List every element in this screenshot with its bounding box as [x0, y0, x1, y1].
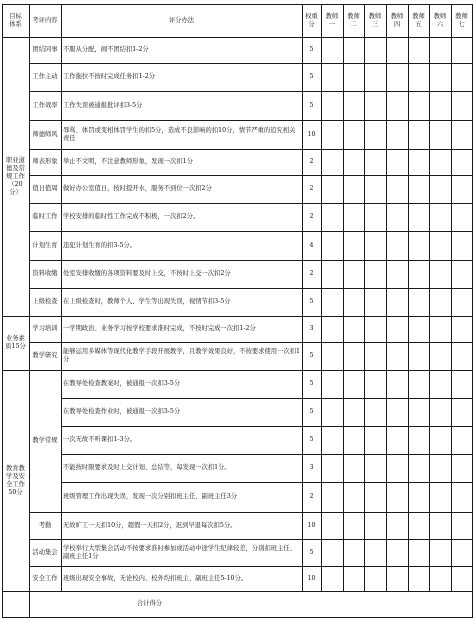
header-system-line: 目标	[9, 12, 22, 20]
header-teacher	[429, 4, 451, 37]
row-weight: 10	[307, 130, 316, 138]
header-teacher	[364, 4, 386, 37]
row-item: 计划生育	[32, 241, 58, 249]
row-method: 不能按时限要求及时上交计划、总结等，每发现一次扣1分。	[63, 464, 231, 471]
row-item: 考勤	[38, 521, 52, 529]
evaluation-table	[2, 4, 473, 618]
row-weight: 5	[309, 298, 314, 305]
row-weight: 5	[309, 352, 314, 359]
group-name-line: 业务素	[6, 335, 25, 342]
row-method: 一学期政治、业务学习按学校要求准时完成，不按时完成一次扣1-2分	[63, 325, 256, 332]
row-item: 活动集会	[32, 548, 58, 556]
group-name	[2, 316, 29, 370]
row-weight: 5	[309, 408, 314, 415]
header-teacher-line: 教师	[347, 12, 360, 20]
group-name-line: （20	[8, 180, 23, 188]
row-item: 师德师风	[32, 130, 58, 138]
header-teacher-line: 教师	[412, 12, 425, 20]
column-line	[61, 4, 62, 591]
row-method: 辱骂、体罚或变相体罚学生的扣5分，造成不良影响的扣10分，情节严重的追究相关责任	[63, 126, 296, 142]
row-weight: 5	[309, 101, 314, 109]
group-name	[2, 37, 29, 316]
row-weight: 2	[309, 493, 314, 500]
row-weight: 5	[309, 548, 314, 556]
header-system	[2, 4, 29, 37]
row-method: 无故旷工一天扣10分，超假一天扣2分，迟到早退每次扣5分。	[63, 521, 237, 529]
row-weight: 3	[309, 325, 314, 332]
row-method: 在教导处检查作业时，被通报一次扣3-5分	[63, 408, 181, 415]
row-method: 工作拖拉不按时完成任务扣1-2分	[63, 73, 155, 80]
row-method: 工作失误被通报批评扣3-5分	[63, 101, 143, 109]
row-weight: 5	[309, 46, 314, 53]
group-name-line: 教育教	[6, 464, 25, 472]
column-line	[408, 4, 409, 591]
row-weight: 3	[309, 464, 314, 471]
header-method: 评分办法	[168, 16, 195, 24]
row-weight: 10	[307, 521, 316, 529]
row-weight: 4	[309, 241, 314, 249]
header-teacher-line: 六	[436, 20, 444, 28]
header-teacher-line: 四	[393, 20, 401, 28]
row-method: 一次无故不听课扣1-3分。	[63, 436, 137, 443]
row-item: 上级检查	[32, 298, 58, 305]
row-weight: 2	[309, 158, 314, 165]
group-name-line: 职业道	[6, 156, 25, 164]
header-teacher-line: 一	[328, 20, 336, 28]
row-method: 班级管理工作出现失误，发现一次分别扣班主任、副班主任3分	[63, 493, 238, 500]
row-method: 班级出现安全事故，无论校内、校外均扣班主、副班主任5-10分。	[63, 574, 248, 582]
group-name-line: 分）	[9, 188, 22, 196]
row-item: 资料收缴	[32, 270, 58, 277]
column-line	[364, 4, 365, 591]
header-teacher-line: 教师	[325, 12, 339, 20]
header-teacher	[321, 4, 343, 37]
header-teacher-line: 五	[415, 20, 422, 28]
row-item: 教学常规	[32, 437, 58, 444]
column-line	[343, 4, 344, 591]
header-teacher-line: 教师	[368, 12, 382, 20]
header-content: 考评内容	[32, 16, 58, 24]
column-line	[321, 4, 322, 591]
header-system-line: 体系	[9, 20, 22, 28]
group-name-line: 规工作	[6, 172, 25, 180]
column-line	[451, 4, 452, 591]
group-name-line: 质15分	[5, 343, 26, 350]
group-name	[2, 370, 29, 591]
row-item: 值日值周	[32, 185, 58, 192]
row-item: 工作效率	[32, 101, 58, 109]
row-method: 在教导处检查教案时，被通报一次扣3-5分	[63, 380, 181, 387]
row-weight: 5	[309, 436, 314, 443]
header-teacher-line: 二	[350, 20, 357, 28]
row-method: 违犯计划生育的扣3-5分。	[63, 241, 137, 249]
header-weight-line: 权重	[305, 12, 318, 20]
row-weight: 2	[309, 213, 314, 220]
row-method: 做好办公室值日，按时提开水，服务不到位一次扣2分	[63, 185, 212, 192]
row-item: 团结同事	[32, 46, 58, 53]
header-weight-line: 分	[308, 20, 315, 28]
header-teacher-line: 三	[371, 20, 379, 28]
row-item: 教学研究	[32, 352, 58, 359]
row-weight: 5	[309, 73, 314, 80]
header-teacher-line: 教师	[433, 12, 447, 20]
row-item: 师表形象	[32, 158, 58, 165]
row-weight: 5	[309, 380, 314, 387]
table-bottom-border	[2, 617, 473, 618]
header-teacher-line: 教师	[455, 12, 468, 20]
column-line	[472, 4, 473, 618]
header-teacher	[386, 4, 408, 37]
row-method: 能够运用多媒体等现代化教学手段开展教学，且教学效果良好，不按要求使用一次扣1分	[63, 348, 300, 363]
header-weight	[302, 4, 321, 37]
header-teacher-line: 教师	[390, 12, 404, 20]
row-weight: 2	[309, 270, 314, 277]
row-method: 举止不文明，不注意教师形象，发现一次扣1分	[63, 158, 193, 165]
group-name-line: 学及安	[6, 472, 25, 480]
column-line	[429, 4, 430, 591]
group-name-line: 德及常	[6, 164, 25, 172]
header-teacher	[408, 4, 429, 37]
row-method: 在上级检查时，教师个人、学生等出现失误，视情节扣3-5分	[63, 298, 231, 305]
total-score-label: 合计得分	[136, 600, 163, 607]
column-line	[386, 4, 387, 591]
row-weight: 10	[307, 574, 316, 582]
group-name-line: 50分	[8, 488, 23, 496]
row-item: 临时工作	[32, 213, 58, 220]
header-teacher	[343, 4, 364, 37]
row-weight: 2	[309, 185, 314, 192]
header-teacher	[451, 4, 472, 37]
row-item: 学习培训	[32, 325, 58, 332]
row-method: 学校安排的临时性工作完成不积极，一次扣2分。	[63, 213, 200, 220]
row-method: 不服从分配，闹不团结扣1-2分	[63, 46, 149, 53]
row-method: 处室安排收缴的各项资料要及时上交，不按时上交一次扣2分	[63, 270, 231, 277]
row-item: 安全工作	[32, 574, 58, 582]
header-teacher-line: 七	[458, 20, 465, 28]
row-item: 工作主动	[32, 73, 58, 80]
row-method: 学校举行大型集会活动不按要求准时参加或活动中途学生纪律较差，分别扣班主任、副班主任1分	[63, 544, 296, 560]
group-name-line: 全工作	[6, 480, 25, 488]
